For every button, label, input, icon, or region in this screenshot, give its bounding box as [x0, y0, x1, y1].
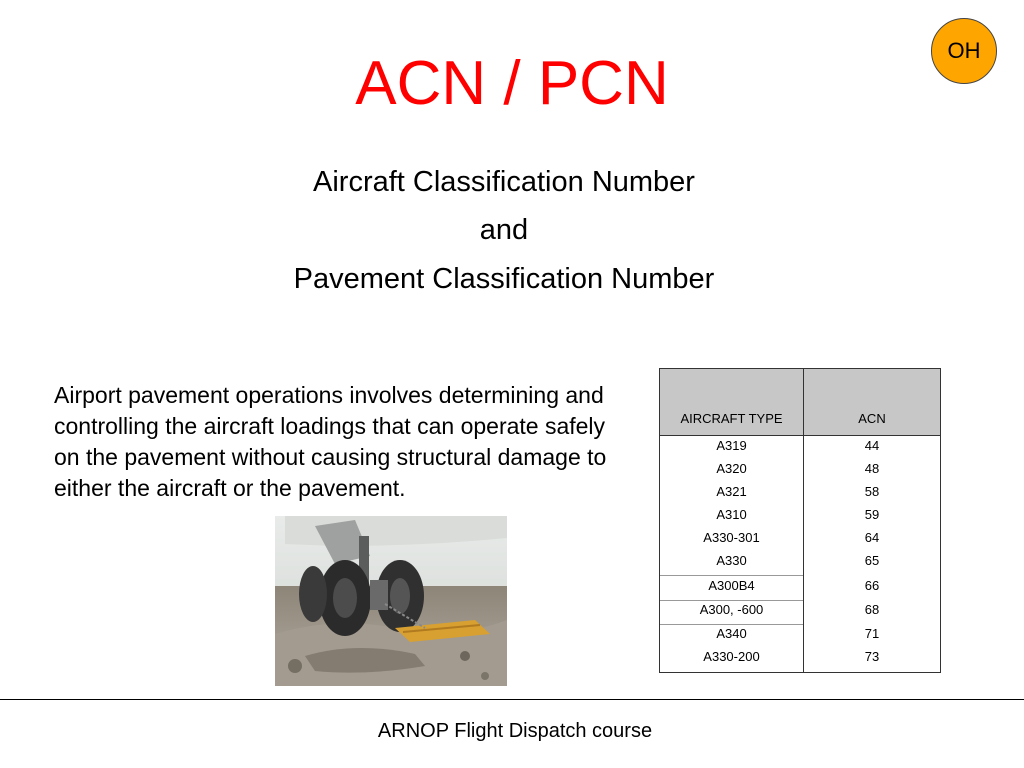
- aircraft-type-cell: A330-200: [703, 649, 760, 664]
- acn-cell: 71: [864, 626, 880, 641]
- aircraft-type-cell: A310: [716, 507, 747, 522]
- aircraft-pavement-photo: [275, 516, 507, 686]
- oh-badge: OH: [931, 18, 997, 84]
- table-row: [660, 527, 940, 550]
- acn-cell: 44: [864, 438, 880, 453]
- subtitle-line-1: Aircraft Classification Number: [313, 166, 695, 198]
- body-paragraph: Airport pavement operations involves determining and controlling the aircraft loadings that can operate safely on the pavement without causing structural damage to either the aircraft or the pavement.: [54, 382, 607, 501]
- aircraft-type-cell: A330-301: [703, 530, 760, 545]
- aircraft-type-cell: A321: [716, 484, 747, 499]
- acn-cell: 48: [864, 461, 880, 476]
- table-row: [660, 599, 940, 622]
- table-row: [660, 646, 940, 669]
- header-acn: ACN: [858, 411, 886, 426]
- acn-cell: 64: [864, 530, 880, 545]
- subtitle-line-3: Pavement Classification Number: [293, 263, 715, 295]
- acn-cell: 65: [864, 553, 880, 568]
- footer-text: ARNOP Flight Dispatch course: [377, 720, 653, 742]
- table-row: [660, 504, 940, 527]
- acn-cell: 59: [864, 507, 880, 522]
- subtitle-line-2: and: [479, 214, 529, 246]
- footer-divider: [0, 699, 1024, 700]
- aircraft-type-cell: A340: [716, 626, 747, 641]
- aircraft-type-cell: A330: [716, 553, 747, 568]
- acn-cell: 73: [864, 649, 880, 664]
- table-row: [660, 481, 940, 504]
- aircraft-type-cell: A320: [716, 461, 747, 476]
- acn-cell: 58: [864, 484, 880, 499]
- acn-cell: 68: [864, 602, 880, 617]
- aircraft-type-cell: A300, -600: [699, 602, 764, 617]
- header-aircraft-type: AIRCRAFT TYPE: [680, 411, 783, 426]
- table-row: [660, 435, 940, 458]
- table-row: [660, 550, 940, 573]
- table-row: [660, 623, 940, 646]
- aircraft-type-cell: A319: [716, 438, 747, 453]
- table-row: [660, 575, 940, 598]
- acn-cell: 66: [864, 578, 880, 593]
- table-row: [660, 458, 940, 481]
- slide-title: ACN / PCN: [355, 49, 669, 118]
- acn-table: [659, 368, 941, 673]
- aircraft-type-cell: A300B4: [708, 578, 755, 593]
